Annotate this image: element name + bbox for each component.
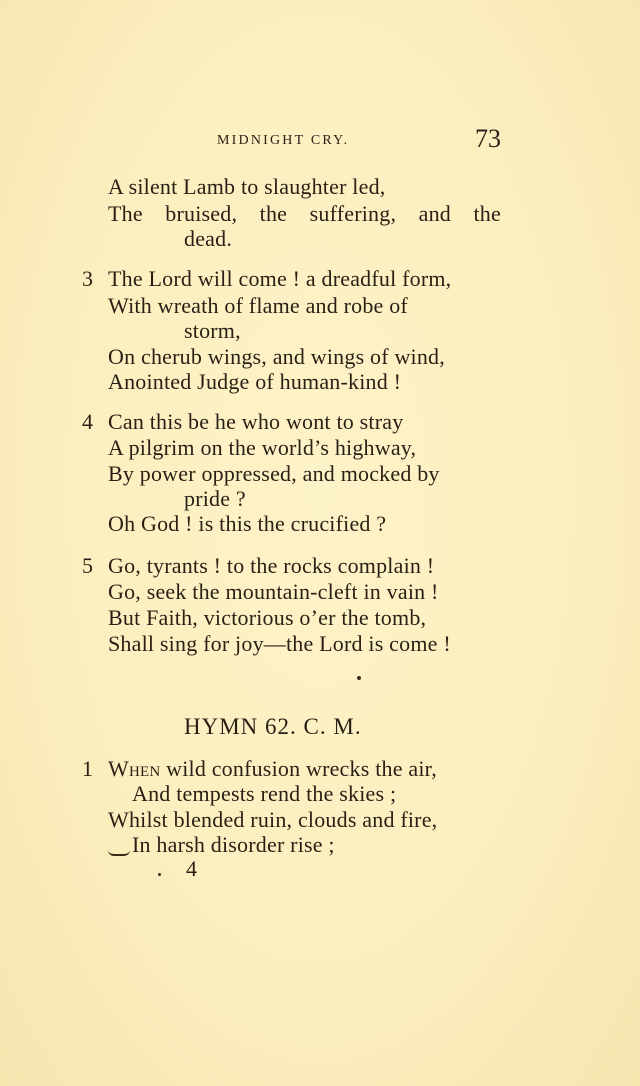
verse-line-runover: dead. — [184, 226, 233, 251]
ornament-dot — [357, 676, 361, 680]
ink-mark — [108, 850, 130, 856]
verse-line: Can this be he who wont to stray — [108, 409, 404, 434]
verse-line: Oh God ! is this the crucified ? — [108, 511, 387, 536]
verse-line: And tempests rend the skies ; — [132, 781, 397, 806]
verse-line: A silent Lamb to slaughter led, — [108, 174, 386, 199]
verse-line: Anointed Judge of human-kind ! — [108, 369, 402, 394]
verse-line: Go, tyrants ! to the rocks complain ! — [108, 553, 435, 578]
verse-line: Whilst blended ruin, clouds and fire, — [108, 807, 438, 832]
verse-line: A pilgrim on the world’s highway, — [108, 435, 417, 460]
verse-word: and — [418, 201, 452, 226]
stanza-number: 1 — [82, 756, 93, 781]
verse-line-rest: wild confusion wrecks the air, — [160, 756, 437, 781]
verse-word: the — [259, 201, 288, 226]
verse-word: The — [108, 201, 143, 226]
verse-line-runover: pride ? — [184, 486, 246, 511]
verse-line: On cherub wings, and wings of wind, — [108, 344, 445, 369]
verse-line — [108, 756, 437, 782]
signature-dot — [158, 873, 161, 876]
hymn-title: HYMN 62. C. M. — [184, 714, 362, 739]
verse-line: Shall sing for joy—the Lord is come ! — [108, 631, 451, 656]
page-number: 73 — [475, 124, 501, 153]
verse-line-justified — [108, 201, 501, 227]
stanza-number: 5 — [82, 553, 93, 578]
verse-line: By power oppressed, and mocked by — [108, 461, 440, 486]
stanza-number: 3 — [82, 266, 93, 291]
signature-mark: 4 — [186, 856, 197, 881]
verse-line: In harsh disorder rise ; — [132, 832, 335, 857]
running-title: MIDNIGHT CRY. — [217, 133, 350, 148]
verse-line-runover: storm, — [184, 318, 241, 343]
verse-line: Go, seek the mountain-cleft in vain ! — [108, 579, 439, 604]
verse-word: the — [473, 201, 501, 226]
verse-line: But Faith, victorious o’er the tomb, — [108, 605, 427, 630]
first-word-small-caps: When — [108, 756, 161, 781]
verse-line: The Lord will come ! a dreadful form, — [108, 266, 452, 291]
verse-word: bruised, — [165, 201, 238, 226]
verse-word: suffering, — [309, 201, 397, 226]
stanza-number: 4 — [82, 409, 93, 434]
verse-line: With wreath of flame and robe of — [108, 293, 408, 318]
